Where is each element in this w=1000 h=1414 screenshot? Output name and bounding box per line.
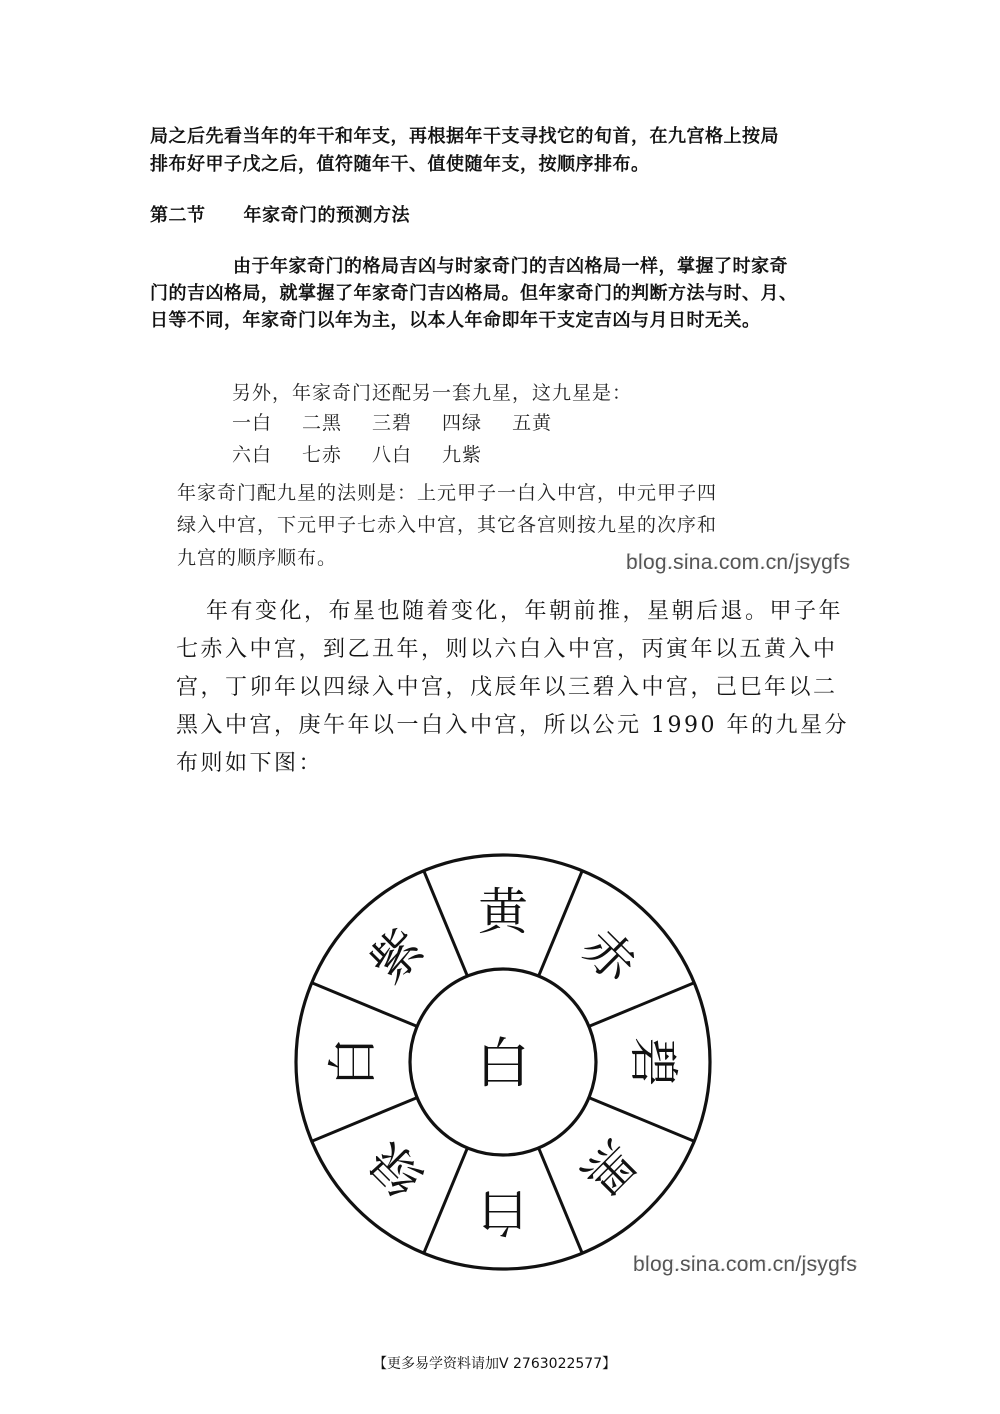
diagram-watermark: blog.sina.com.cn/jsygfs [633, 1253, 857, 1276]
intro-line-1: 局之后先看当年的年干和年支，再根据年干支寻找它的旬首，在九宫格上按局 [150, 126, 779, 147]
sector-star-label: 碧 [624, 1037, 682, 1087]
scan1-line-2: 年家奇门配九星的法则是：上元甲子一白入中宫，中元甲子四 [177, 482, 718, 504]
center-star-label: 白 [476, 1032, 530, 1095]
scan2-line-2: 七赤入中宫，到乙丑年，则以六白入中宫，丙寅年以五黄入中 [176, 637, 838, 662]
star-label: 四绿 [442, 412, 483, 434]
section-number: 第二节 [150, 205, 206, 226]
section-body-line-3: 日等不同，年家奇门以年为主，以本人年命即年干支定吉凶与月日时无关。 [150, 310, 761, 331]
scan1-line-4: 九宫的顺序顺布。 [177, 547, 338, 569]
sector-star-label: 紫 [358, 917, 436, 995]
sector-star-label: 白 [324, 1037, 382, 1087]
sector-star-label: 绿 [358, 1129, 436, 1207]
scan2-line-3: 宫，丁卯年以四绿入中宫，戊辰年以三碧入中宫，己巳年以二 [176, 675, 838, 700]
sector-star-label: 黑 [570, 1129, 648, 1207]
scan2-line-4: 黑入中宫，庚午年以一白入中宫，所以公元 1990 年的九星分 [176, 713, 849, 738]
sector-star-label: 白 [478, 1183, 528, 1241]
scan1-line-1: 另外，年家奇门还配另一套九星，这九星是： [232, 382, 633, 404]
sector-star-label: 赤 [570, 917, 648, 995]
sector-star-label: 黄 [478, 883, 528, 941]
scan2-line-5: 布则如下图： [176, 751, 324, 776]
star-label: 八白 [372, 444, 413, 466]
scan2-line-1: 年有变化，布星也随着变化，年朝前推，星朝后退。甲子年 [206, 599, 844, 624]
intro-line-2: 排布好甲子戊之后，值符随年干、值使随年支，按顺序排布。 [150, 154, 650, 175]
star-label: 七赤 [302, 444, 343, 466]
star-label: 三碧 [372, 412, 413, 434]
footer-contact: 【更多易学资料请加V 2763022577】 [373, 1356, 617, 1372]
star-label: 五黄 [512, 412, 553, 434]
section-body-line-1: 由于年家奇门的格局吉凶与时家奇门的吉凶格局一样，掌握了时家奇 [233, 256, 788, 277]
watermark: blog.sina.com.cn/jsygfs [626, 551, 850, 574]
star-label: 六白 [232, 444, 273, 466]
section-title: 年家奇门的预测方法 [243, 205, 410, 226]
star-label: 九紫 [442, 444, 483, 466]
star-label: 一白 [232, 412, 273, 434]
star-label: 二黑 [302, 412, 343, 434]
section-body-line-2: 门的吉凶格局，就掌握了年家奇门吉凶格局。但年家奇门的判断方法与时、月、 [150, 283, 798, 304]
scan1-line-3: 绿入中宫，下元甲子七赤入中宫，其它各宫则按九星的次序和 [177, 514, 718, 536]
